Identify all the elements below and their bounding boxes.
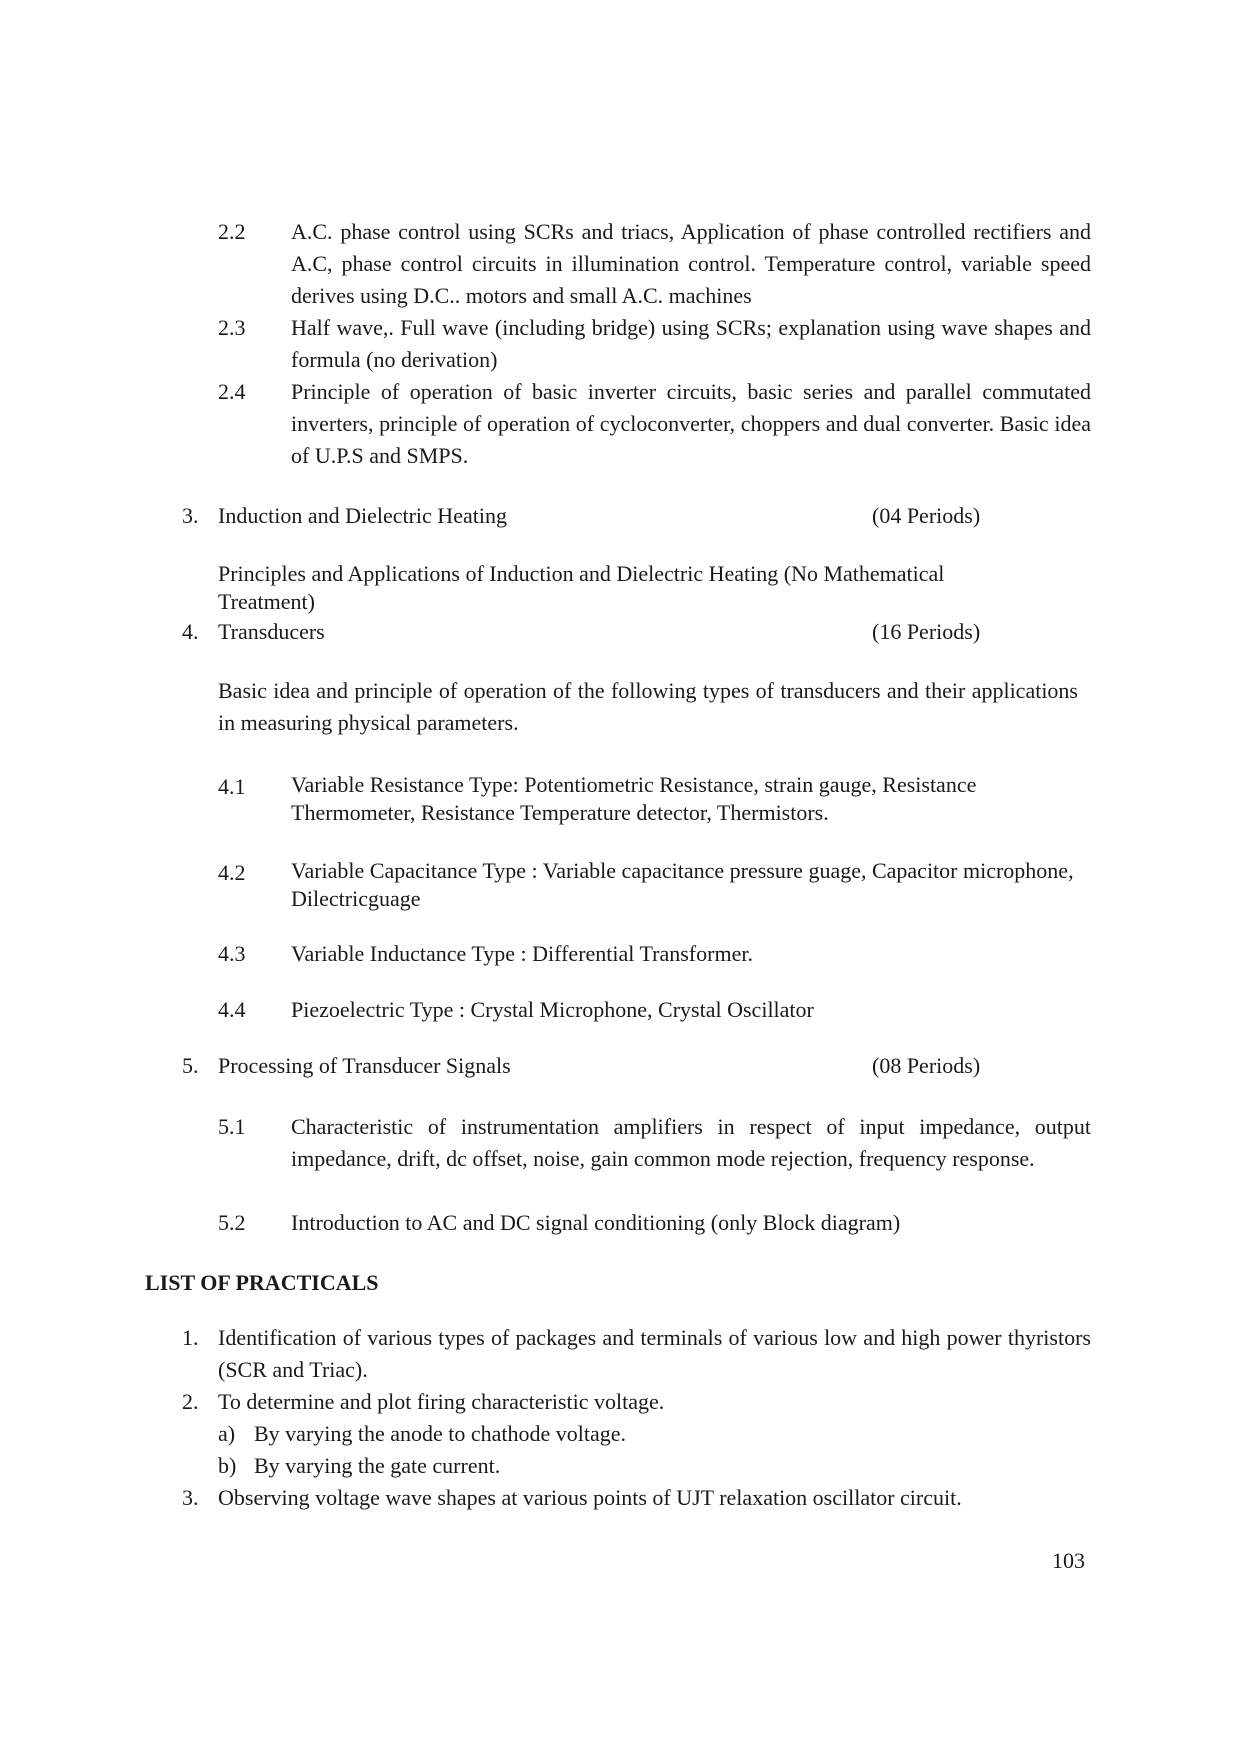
practical-number: 1. (182, 1325, 199, 1350)
subsection-number: 2.2 (218, 219, 246, 244)
subsection-number: 5.2 (218, 1210, 246, 1235)
section-title: Induction and Dielectric Heating (218, 503, 507, 528)
page-number: 103 (1052, 1548, 1085, 1573)
subsection-number: 4.1 (218, 774, 246, 799)
section-periods: (04 Periods) (872, 503, 981, 528)
subsection-text: Variable Capacitance Type : Variable capacitance pressure guage, Capacitor microphone, Dilectricguage (291, 858, 1074, 911)
subsection-text: Half wave,. Full wave (including bridge) using SCRs; explanation using wave shapes and formula (no derivation) (291, 315, 1091, 372)
practical-subitem-label: a) (218, 1421, 236, 1446)
section-title: Transducers (218, 619, 325, 644)
subsection-text: Variable Resistance Type: Potentiometric Resistance, strain gauge, Resistance Thermometer, Resistance Temperature detector, Thermistors. (291, 772, 977, 825)
subsection-text: A.C. phase control using SCRs and triacs, Application of phase controlled rectifiers and A.C, phase control circuits in illumination control. Temperature control, variable speed derives using D.C.. motors and small A.C. machines (291, 219, 1091, 308)
section-body: Principles and Applications of Induction and Dielectric Heating (No Mathematical Treatment) (218, 561, 945, 614)
subsection-number: 4.2 (218, 860, 246, 885)
subsection-text: Introduction to AC and DC signal conditioning (only Block diagram) (291, 1210, 901, 1235)
practicals-heading: LIST OF PRACTICALS (145, 1270, 379, 1295)
subsection-text: Principle of operation of basic inverter circuits, basic series and parallel commutated inverters, principle of operation of cycloconverter, choppers and dual converter. Basic idea of U.P.S and SMPS. (291, 379, 1091, 468)
practical-number: 3. (182, 1485, 199, 1510)
subsection-number: 5.1 (218, 1114, 246, 1139)
subsection-number: 4.4 (218, 997, 246, 1022)
practical-text: Identification of various types of packages and terminals of various low and high power thyristors (SCR and Triac). (218, 1325, 1091, 1382)
practical-subitem-label: b) (218, 1453, 237, 1478)
subsection-text: Characteristic of instrumentation amplifiers in respect of input impedance, output impedance, drift, dc offset, noise, gain common mode rejection, frequency response. (291, 1114, 1091, 1171)
section-periods: (16 Periods) (872, 619, 981, 644)
section-number: 3. (182, 503, 199, 528)
section-title: Processing of Transducer Signals (218, 1053, 511, 1078)
section-body: Basic idea and principle of operation of the following types of transducers and their applications in measuring physical parameters. (218, 678, 1078, 735)
practical-subitem-text: By varying the anode to chathode voltage. (254, 1421, 627, 1446)
practical-text: Observing voltage wave shapes at various points of UJT relaxation oscillator circuit. (218, 1485, 962, 1510)
practical-text: To determine and plot firing characteristic voltage. (218, 1389, 665, 1414)
practical-subitem-text: By varying the gate current. (254, 1453, 501, 1478)
practical-number: 2. (182, 1389, 199, 1414)
section-number: 4. (182, 619, 199, 644)
subsection-text: Variable Inductance Type : Differential Transformer. (291, 941, 753, 966)
subsection-text: Piezoelectric Type : Crystal Microphone, Crystal Oscillator (291, 997, 814, 1022)
subsection-number: 4.3 (218, 941, 246, 966)
section-periods: (08 Periods) (872, 1053, 981, 1078)
subsection-number: 2.4 (218, 379, 246, 404)
subsection-number: 2.3 (218, 315, 246, 340)
section-number: 5. (182, 1053, 199, 1078)
